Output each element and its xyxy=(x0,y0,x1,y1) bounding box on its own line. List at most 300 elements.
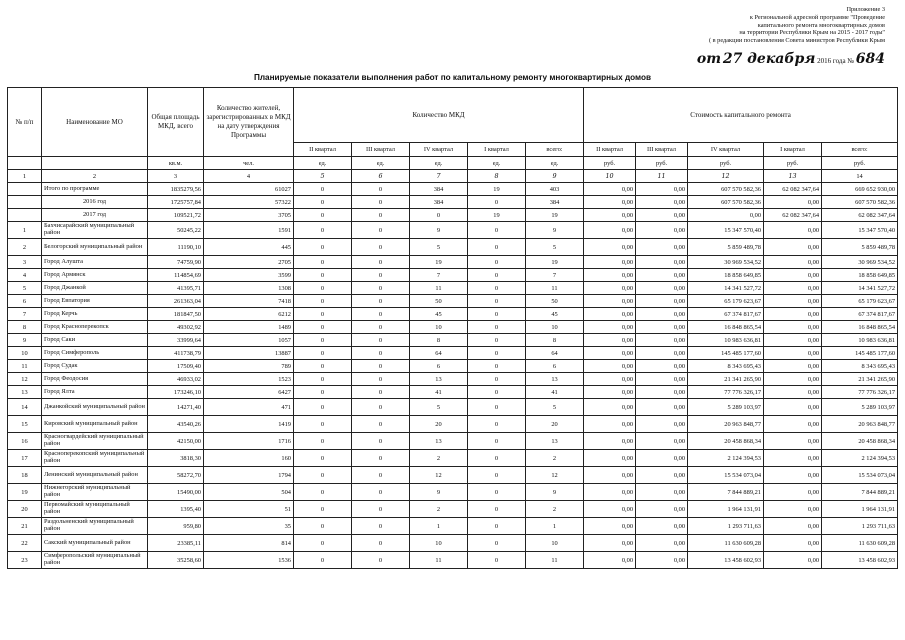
table-row xyxy=(8,256,898,269)
mkd-q1-cell: 0 xyxy=(468,518,526,535)
cost-total-cell: 30 969 534,52 xyxy=(822,256,898,269)
cost-total-cell: 18 858 649,85 xyxy=(822,269,898,282)
cost-total-cell: 5 859 489,78 xyxy=(822,239,898,256)
table-row xyxy=(8,295,898,308)
mkd-total-cell: 13 xyxy=(526,433,584,450)
mkd-q1-cell: 0 xyxy=(468,450,526,467)
cost-q1-cell: 0,00 xyxy=(764,347,822,360)
mkd-total-cell: 9 xyxy=(526,484,584,501)
mkd-q3-cell: 0 xyxy=(352,209,410,222)
column-number: 14 xyxy=(822,170,898,183)
resolution-date xyxy=(697,51,885,67)
mkd-q2-cell: 0 xyxy=(294,360,352,373)
mkd-q3-cell: 0 xyxy=(352,334,410,347)
unit-cell xyxy=(8,157,42,170)
cost-total-cell: 16 848 865,54 xyxy=(822,321,898,334)
cost-q4-cell: 11 630 609,28 xyxy=(688,535,764,552)
cost-q4-cell: 65 179 623,67 xyxy=(688,295,764,308)
mkd-q2-cell: 0 xyxy=(294,295,352,308)
mkd-q2-cell: 0 xyxy=(294,373,352,386)
cost-q2-cell: 0,00 xyxy=(584,518,636,535)
mkd-total-cell: 8 xyxy=(526,334,584,347)
mkd-q2-cell: 0 xyxy=(294,484,352,501)
mkd-q2-cell: 0 xyxy=(294,552,352,569)
cost-q3-cell: 0,00 xyxy=(636,518,688,535)
mkd-q1-cell: 0 xyxy=(468,222,526,239)
mkd-total-cell: 10 xyxy=(526,535,584,552)
mkd-q3-cell: 0 xyxy=(352,308,410,321)
row-number-cell: 19 xyxy=(8,484,42,501)
cost-total-cell: 7 844 889,21 xyxy=(822,484,898,501)
cost-total-cell: 5 289 103,97 xyxy=(822,399,898,416)
mo-name-cell: Город Керчь xyxy=(42,308,148,321)
cost-q4-cell: 2 124 394,53 xyxy=(688,450,764,467)
cost-q2-cell: 0,00 xyxy=(584,222,636,239)
mkd-q3-cell: 0 xyxy=(352,433,410,450)
cost-q2-cell: 0,00 xyxy=(584,321,636,334)
residents-count-cell: 7418 xyxy=(204,295,294,308)
cost-total-cell: 1 964 131,91 xyxy=(822,501,898,518)
mkd-total-cell: 41 xyxy=(526,386,584,399)
mkd-q2-cell: 0 xyxy=(294,518,352,535)
column-number: 2 xyxy=(42,170,148,183)
unit-cost: руб. xyxy=(822,157,898,170)
mkd-q4-cell: 384 xyxy=(410,196,468,209)
cost-total-cell: 20 458 868,34 xyxy=(822,433,898,450)
unit-mkd: ед. xyxy=(410,157,468,170)
total-area-cell: 3818,30 xyxy=(148,450,204,467)
cost-q1-cell: 0,00 xyxy=(764,334,822,347)
cost-q2-cell: 0,00 xyxy=(584,552,636,569)
mkd-q4-cell: 10 xyxy=(410,321,468,334)
mkd-q2-cell: 0 xyxy=(294,450,352,467)
cost-total-cell: 669 652 930,00 xyxy=(822,183,898,196)
residents-count-cell: 471 xyxy=(204,399,294,416)
cost-total-cell: 8 343 695,43 xyxy=(822,360,898,373)
row-number-cell: 18 xyxy=(8,467,42,484)
mkd-q1-cell: 0 xyxy=(468,295,526,308)
mo-name-cell: Джанкойский муниципальный район xyxy=(42,399,148,416)
mkd-q3-cell: 0 xyxy=(352,295,410,308)
residents-count-cell: 13887 xyxy=(204,347,294,360)
mkd-q4-cell: 13 xyxy=(410,433,468,450)
column-number: 9 xyxy=(526,170,584,183)
cost-q3-cell: 0,00 xyxy=(636,552,688,569)
cost-total-cell: 1 293 711,63 xyxy=(822,518,898,535)
total-area-cell: 17509,40 xyxy=(148,360,204,373)
mkd-q4-cell: 64 xyxy=(410,347,468,360)
mkd-q4-cell: 50 xyxy=(410,295,468,308)
cost-total-cell: 62 082 347,64 xyxy=(822,209,898,222)
header-cost-total: всего: xyxy=(822,143,898,157)
table-row xyxy=(8,222,898,239)
mo-name-cell: Ленинский муниципальный район xyxy=(42,467,148,484)
cost-q1-cell: 0,00 xyxy=(764,239,822,256)
table-row xyxy=(8,501,898,518)
appendix-line: Приложение 3 xyxy=(846,6,885,13)
cost-q2-cell: 0,00 xyxy=(584,308,636,321)
column-number: 7 xyxy=(410,170,468,183)
cost-q2-cell: 0,00 xyxy=(584,386,636,399)
indicators-table xyxy=(7,87,898,569)
mkd-q2-cell: 0 xyxy=(294,433,352,450)
header-mkd-q2: II квартал xyxy=(294,143,352,157)
cost-q3-cell: 0,00 xyxy=(636,282,688,295)
appendix-line: ( в редакции постановления Совета министров Республики Крым xyxy=(708,37,885,45)
mkd-q4-cell: 5 xyxy=(410,239,468,256)
residents-count-cell: 35 xyxy=(204,518,294,535)
mkd-q3-cell: 0 xyxy=(352,518,410,535)
cost-q1-cell: 0,00 xyxy=(764,416,822,433)
mkd-q4-cell: 13 xyxy=(410,373,468,386)
table-row xyxy=(8,269,898,282)
mkd-q2-cell: 0 xyxy=(294,239,352,256)
mkd-total-cell: 2 xyxy=(526,450,584,467)
table-row xyxy=(8,552,898,569)
mkd-q3-cell: 0 xyxy=(352,501,410,518)
mkd-q1-cell: 0 xyxy=(468,373,526,386)
table-row xyxy=(8,535,898,552)
column-number: 10 xyxy=(584,170,636,183)
mo-name-cell: Сакский муниципальный район xyxy=(42,535,148,552)
mkd-q4-cell: 2 xyxy=(410,501,468,518)
total-area-cell: 109521,72 xyxy=(148,209,204,222)
cost-q3-cell: 0,00 xyxy=(636,501,688,518)
mo-name-cell: 2017 год xyxy=(42,209,148,222)
table-row xyxy=(8,239,898,256)
cost-q3-cell: 0,00 xyxy=(636,347,688,360)
column-number: 13 xyxy=(764,170,822,183)
cost-total-cell: 77 776 326,17 xyxy=(822,386,898,399)
mkd-total-cell: 1 xyxy=(526,518,584,535)
cost-q4-cell: 77 776 326,17 xyxy=(688,386,764,399)
mkd-q2-cell: 0 xyxy=(294,256,352,269)
table-body xyxy=(8,183,898,569)
mkd-q2-cell: 0 xyxy=(294,386,352,399)
mkd-total-cell: 10 xyxy=(526,321,584,334)
cost-total-cell: 15 534 073,04 xyxy=(822,467,898,484)
table-row xyxy=(8,209,898,222)
total-area-cell: 411738,79 xyxy=(148,347,204,360)
cost-q4-cell: 20 458 868,34 xyxy=(688,433,764,450)
residents-count-cell: 789 xyxy=(204,360,294,373)
unit-mkd: ед. xyxy=(294,157,352,170)
mkd-q3-cell: 0 xyxy=(352,360,410,373)
cost-q2-cell: 0,00 xyxy=(584,484,636,501)
mkd-q2-cell: 0 xyxy=(294,347,352,360)
mkd-q3-cell: 0 xyxy=(352,467,410,484)
unit-area: кв.м. xyxy=(148,157,204,170)
cost-q2-cell: 0,00 xyxy=(584,347,636,360)
cost-q3-cell: 0,00 xyxy=(636,450,688,467)
cost-q3-cell: 0,00 xyxy=(636,295,688,308)
mo-name-cell: Белогорский муниципальный район xyxy=(42,239,148,256)
mkd-q3-cell: 0 xyxy=(352,484,410,501)
header-area: Общая площадь МКД, всего xyxy=(148,88,204,157)
row-number-cell: 21 xyxy=(8,518,42,535)
cost-q4-cell: 20 963 848,77 xyxy=(688,416,764,433)
cost-total-cell: 20 963 848,77 xyxy=(822,416,898,433)
total-area-cell: 33999,64 xyxy=(148,334,204,347)
residents-count-cell: 6212 xyxy=(204,308,294,321)
header-cost-q2: II квартал xyxy=(584,143,636,157)
mo-name-cell: Город Феодосия xyxy=(42,373,148,386)
mkd-q4-cell: 2 xyxy=(410,450,468,467)
mo-name-cell: Город Симферополь xyxy=(42,347,148,360)
cost-q2-cell: 0,00 xyxy=(584,209,636,222)
row-number-cell: 11 xyxy=(8,360,42,373)
appendix-line: капитального ремонта многоквартирных домов xyxy=(757,21,885,29)
mo-name-cell: Город Алушта xyxy=(42,256,148,269)
mkd-q1-cell: 19 xyxy=(468,209,526,222)
mkd-q1-cell: 0 xyxy=(468,433,526,450)
mo-name-cell: Итого по программе xyxy=(42,183,148,196)
cost-total-cell: 14 341 527,72 xyxy=(822,282,898,295)
mkd-q2-cell: 0 xyxy=(294,222,352,239)
residents-count-cell: 160 xyxy=(204,450,294,467)
total-area-cell: 261363,04 xyxy=(148,295,204,308)
mkd-total-cell: 11 xyxy=(526,282,584,295)
mo-name-cell: Город Красноперекопск xyxy=(42,321,148,334)
document-title: Планируемые показатели выполнения работ по капитальному ремонту многоквартирных домов xyxy=(253,73,652,82)
mkd-q2-cell: 0 xyxy=(294,209,352,222)
mkd-q1-cell: 19 xyxy=(468,183,526,196)
mkd-q1-cell: 0 xyxy=(468,484,526,501)
residents-count-cell: 57322 xyxy=(204,196,294,209)
cost-total-cell: 67 374 817,67 xyxy=(822,308,898,321)
cost-q1-cell: 0,00 xyxy=(764,321,822,334)
cost-q2-cell: 0,00 xyxy=(584,450,636,467)
residents-count-cell: 51 xyxy=(204,501,294,518)
unit-mkd: ед. xyxy=(352,157,410,170)
mkd-total-cell: 12 xyxy=(526,467,584,484)
total-area-cell: 14271,40 xyxy=(148,399,204,416)
unit-mkd: ед. xyxy=(468,157,526,170)
cost-q2-cell: 0,00 xyxy=(584,433,636,450)
residents-count-cell: 3599 xyxy=(204,269,294,282)
mkd-q4-cell: 9 xyxy=(410,484,468,501)
mkd-q4-cell: 6 xyxy=(410,360,468,373)
cost-q4-cell: 5 289 103,97 xyxy=(688,399,764,416)
row-number-cell: 4 xyxy=(8,269,42,282)
cost-q4-cell: 8 343 695,43 xyxy=(688,360,764,373)
mkd-q2-cell: 0 xyxy=(294,501,352,518)
cost-q4-cell: 13 458 602,93 xyxy=(688,552,764,569)
residents-count-cell: 61027 xyxy=(204,183,294,196)
mo-name-cell: Кировский муниципальный район xyxy=(42,416,148,433)
mo-name-cell: Город Саки xyxy=(42,334,148,347)
table-row xyxy=(8,282,898,295)
row-number-cell: 22 xyxy=(8,535,42,552)
residents-count-cell: 814 xyxy=(204,535,294,552)
mkd-q4-cell: 11 xyxy=(410,552,468,569)
cost-q1-cell: 0,00 xyxy=(764,450,822,467)
column-number: 8 xyxy=(468,170,526,183)
cost-total-cell: 65 179 623,67 xyxy=(822,295,898,308)
row-number-cell: 5 xyxy=(8,282,42,295)
mkd-q3-cell: 0 xyxy=(352,196,410,209)
header-mkd-q4: IV квартал xyxy=(410,143,468,157)
row-number-cell: 6 xyxy=(8,295,42,308)
header-mkd-group: Количество МКД xyxy=(294,88,584,143)
cost-q4-cell: 5 859 489,78 xyxy=(688,239,764,256)
residents-count-cell: 1489 xyxy=(204,321,294,334)
total-area-cell: 35258,60 xyxy=(148,552,204,569)
mkd-q4-cell: 45 xyxy=(410,308,468,321)
mo-name-cell: Симферопольский муниципальный район xyxy=(42,552,148,569)
row-number-cell: 1 xyxy=(8,222,42,239)
cost-q3-cell: 0,00 xyxy=(636,269,688,282)
cost-q2-cell: 0,00 xyxy=(584,295,636,308)
mkd-q3-cell: 0 xyxy=(352,269,410,282)
mkd-q1-cell: 0 xyxy=(468,552,526,569)
cost-total-cell: 607 570 582,36 xyxy=(822,196,898,209)
cost-q1-cell: 0,00 xyxy=(764,196,822,209)
column-number: 6 xyxy=(352,170,410,183)
mkd-q3-cell: 0 xyxy=(352,386,410,399)
mkd-q2-cell: 0 xyxy=(294,308,352,321)
cost-q1-cell: 0,00 xyxy=(764,433,822,450)
row-number-cell xyxy=(8,183,42,196)
residents-count-cell: 1794 xyxy=(204,467,294,484)
row-number-cell: 13 xyxy=(8,386,42,399)
mkd-q4-cell: 12 xyxy=(410,467,468,484)
cost-q3-cell: 0,00 xyxy=(636,321,688,334)
mkd-q4-cell: 19 xyxy=(410,256,468,269)
mkd-q3-cell: 0 xyxy=(352,282,410,295)
mkd-q4-cell: 5 xyxy=(410,399,468,416)
column-number: 12 xyxy=(688,170,764,183)
cost-q4-cell: 14 341 527,72 xyxy=(688,282,764,295)
cost-q3-cell: 0,00 xyxy=(636,334,688,347)
cost-q1-cell: 0,00 xyxy=(764,552,822,569)
mkd-q3-cell: 0 xyxy=(352,256,410,269)
mkd-q4-cell: 10 xyxy=(410,535,468,552)
residents-count-cell: 445 xyxy=(204,239,294,256)
mkd-q1-cell: 0 xyxy=(468,399,526,416)
mkd-q1-cell: 0 xyxy=(468,360,526,373)
residents-count-cell: 504 xyxy=(204,484,294,501)
mkd-q1-cell: 0 xyxy=(468,256,526,269)
column-number: 4 xyxy=(204,170,294,183)
residents-count-cell: 1591 xyxy=(204,222,294,239)
mkd-q2-cell: 0 xyxy=(294,321,352,334)
mkd-q2-cell: 0 xyxy=(294,399,352,416)
total-area-cell: 23385,11 xyxy=(148,535,204,552)
mo-name-cell: Раздольненский муниципальный район xyxy=(42,518,148,535)
cost-q4-cell: 7 844 889,21 xyxy=(688,484,764,501)
mkd-total-cell: 13 xyxy=(526,373,584,386)
total-area-cell: 49302,92 xyxy=(148,321,204,334)
row-number-cell: 9 xyxy=(8,334,42,347)
mkd-q1-cell: 0 xyxy=(468,416,526,433)
cost-q4-cell: 10 983 636,81 xyxy=(688,334,764,347)
mkd-q4-cell: 8 xyxy=(410,334,468,347)
mkd-q3-cell: 0 xyxy=(352,373,410,386)
mkd-q2-cell: 0 xyxy=(294,416,352,433)
total-area-cell: 1395,40 xyxy=(148,501,204,518)
mo-name-cell: 2016 год xyxy=(42,196,148,209)
mkd-q1-cell: 0 xyxy=(468,501,526,518)
total-area-cell: 959,80 xyxy=(148,518,204,535)
unit-cost: руб. xyxy=(584,157,636,170)
mkd-q4-cell: 9 xyxy=(410,222,468,239)
mo-name-cell: Город Джанкой xyxy=(42,282,148,295)
header-mkd-q1: I квартал xyxy=(468,143,526,157)
table-row xyxy=(8,467,898,484)
mo-name-cell: Бахчисарайский муниципальный район xyxy=(42,222,148,239)
cost-q1-cell: 0,00 xyxy=(764,360,822,373)
mkd-q4-cell: 7 xyxy=(410,269,468,282)
date-handwritten: 27 декабря xyxy=(722,51,816,67)
mkd-q4-cell: 0 xyxy=(410,209,468,222)
residents-count-cell: 2705 xyxy=(204,256,294,269)
total-area-cell: 46933,02 xyxy=(148,373,204,386)
cost-q2-cell: 0,00 xyxy=(584,360,636,373)
cost-q3-cell: 0,00 xyxy=(636,467,688,484)
cost-q3-cell: 0,00 xyxy=(636,416,688,433)
mkd-total-cell: 9 xyxy=(526,222,584,239)
residents-count-cell: 1523 xyxy=(204,373,294,386)
cost-q3-cell: 0,00 xyxy=(636,196,688,209)
mkd-total-cell: 45 xyxy=(526,308,584,321)
row-number-cell xyxy=(8,196,42,209)
mkd-total-cell: 64 xyxy=(526,347,584,360)
mkd-q4-cell: 1 xyxy=(410,518,468,535)
cost-q2-cell: 0,00 xyxy=(584,399,636,416)
mkd-q2-cell: 0 xyxy=(294,334,352,347)
mkd-total-cell: 11 xyxy=(526,552,584,569)
unit-residents: чел. xyxy=(204,157,294,170)
mkd-q3-cell: 0 xyxy=(352,552,410,569)
column-number: 5 xyxy=(294,170,352,183)
cost-q4-cell: 16 848 865,54 xyxy=(688,321,764,334)
cost-q1-cell: 0,00 xyxy=(764,484,822,501)
total-area-cell: 43540,26 xyxy=(148,416,204,433)
cost-q4-cell: 145 485 177,60 xyxy=(688,347,764,360)
row-number-cell: 14 xyxy=(8,399,42,416)
mkd-total-cell: 384 xyxy=(526,196,584,209)
unit-cost: руб. xyxy=(764,157,822,170)
header-name: Наименование МО xyxy=(42,88,148,157)
cost-total-cell: 10 983 636,81 xyxy=(822,334,898,347)
table-row xyxy=(8,450,898,467)
mkd-q3-cell: 0 xyxy=(352,222,410,239)
table-row xyxy=(8,399,898,416)
mkd-q3-cell: 0 xyxy=(352,321,410,334)
mkd-q4-cell: 20 xyxy=(410,416,468,433)
header-mkd-q3: III квартал xyxy=(352,143,410,157)
mkd-total-cell: 2 xyxy=(526,501,584,518)
total-area-cell: 41395,71 xyxy=(148,282,204,295)
mkd-q3-cell: 0 xyxy=(352,239,410,256)
cost-q1-cell: 0,00 xyxy=(764,386,822,399)
total-area-cell: 173246,10 xyxy=(148,386,204,399)
header-cost-q1: I квартал xyxy=(764,143,822,157)
cost-q1-cell: 0,00 xyxy=(764,269,822,282)
cost-q1-cell: 0,00 xyxy=(764,282,822,295)
mkd-q3-cell: 0 xyxy=(352,535,410,552)
residents-count-cell: 3705 xyxy=(204,209,294,222)
unit-cost: руб. xyxy=(636,157,688,170)
mkd-total-cell: 6 xyxy=(526,360,584,373)
appendix-line: на территории Республики Крым на 2015 - 2017 годы" xyxy=(739,29,885,37)
cost-total-cell: 15 347 570,40 xyxy=(822,222,898,239)
table-row xyxy=(8,360,898,373)
row-number-cell: 17 xyxy=(8,450,42,467)
table-row xyxy=(8,334,898,347)
mkd-total-cell: 19 xyxy=(526,256,584,269)
